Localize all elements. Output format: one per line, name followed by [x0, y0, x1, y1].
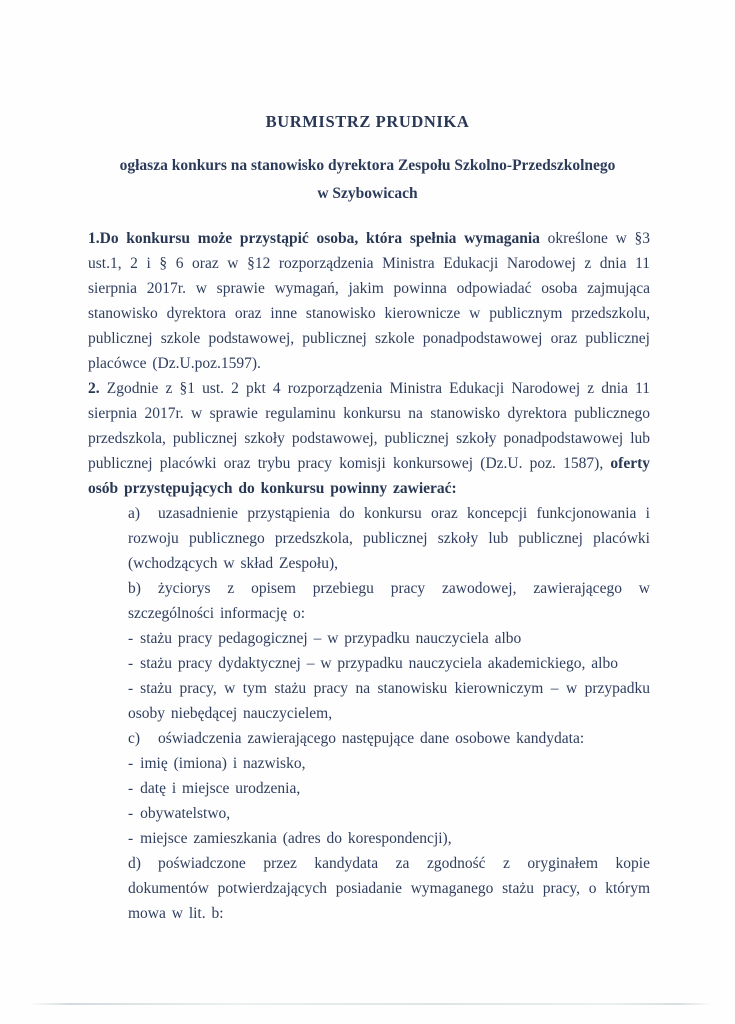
list-item-a — [128, 501, 650, 576]
list-item-b — [128, 576, 650, 626]
list-item-text: imię (imiona) i nazwisko, — [140, 755, 306, 772]
list-item-dash-pedagogical — [128, 626, 650, 651]
list-item-text: stażu pracy pedagogicznej – w przypadku nauczyciela albo — [140, 630, 522, 647]
list-item-dash-name — [128, 751, 650, 776]
document-body — [88, 226, 650, 926]
paragraph1-bold-run: 1.Do konkursu może przystąpić osoba, która spełnia wymagania — [88, 230, 548, 247]
list-item-text: miejsce zamieszkania (adres do korespondencji), — [140, 830, 452, 847]
scan-artifact-line — [28, 1003, 713, 1005]
list-item-marker: b) — [128, 580, 141, 597]
list-item-d — [128, 851, 650, 926]
list-item-dash-birth — [128, 776, 650, 801]
list-item-text: stażu pracy, w tym stażu pracy na stanowisku kierowniczym – w przypadku osoby niebędącej nauczycielem, — [128, 680, 650, 722]
list-item-dash-didactic — [128, 651, 650, 676]
list-item-marker: - — [128, 780, 134, 797]
list-item-marker: c) — [128, 730, 141, 747]
list-item-text: życiorys z opisem przebiegu pracy zawodowej, zawierającego w szczególności informację o: — [128, 580, 650, 622]
list-item-marker: d) — [128, 855, 141, 872]
list-item-text: poświadczone przez kandydata za zgodność z oryginałem kopie dokumentów potwierdzających posiadanie wymaganego stażu pracy, o którym mowa w lit. b: — [128, 855, 650, 922]
list-item-dash-citizenship — [128, 801, 650, 826]
paragraph2-number: 2. — [88, 380, 100, 397]
list-item-text: uzasadnienie przystąpienia do konkursu oraz koncepcji funkcjonowania i rozwoju publicznego przedszkola, publicznej szkoły lub publicznej placówki (wchodzących w skład Zespołu), — [128, 505, 650, 572]
list-item-marker: - — [128, 630, 134, 647]
paragraph-eligibility-requirements — [88, 226, 650, 376]
list-item-text: stażu pracy dydaktycznej – w przypadku nauczyciela akademickiego, albo — [140, 655, 618, 672]
paragraph2-normal-run: Zgodnie z §1 ust. 2 pkt 4 rozporządzenia Ministra Edukacji Narodowej z dnia 11 sierpnia 2017r. w sprawie regulaminu konkursu na stanowisko dyrektora publicznego przedszkola, publicznej szkoły podstawowej, publicznej szkoły ponadpodstawowej lub publicznej placówki oraz trybu pracy komisji konkursowej (Dz.U. poz. 1587), — [88, 380, 650, 472]
list-item-marker: a) — [128, 505, 141, 522]
list-item-marker: - — [128, 655, 134, 672]
announcement-line: ogłasza konkurs na stanowisko dyrektora Zespołu Szkolno-Przedszkolnego — [119, 157, 616, 174]
list-item-marker: - — [128, 830, 134, 847]
paragraph-offer-requirements — [88, 376, 650, 501]
paragraph1-normal-run: określone w §3 ust.1, 2 i § 6 oraz w §12 rozporządzenia Ministra Edukacji Narodowej z dnia 11 sierpnia 2017r. w sprawie wymagań, jakim powinna odpowiadać osoba zajmująca stanowisko dyrektora oraz inne stanowisko kierownicze w publicznym przedszkolu, publicznej szkole podstawowej, publicznej szkole ponadpodstawowej oraz publicznej placówce (Dz.U.poz.1597). — [88, 230, 650, 372]
paragraph2-bold-tail: oferty osób przystępujących do konkursu powinny zawierać: — [88, 455, 650, 497]
requirements-list — [88, 501, 650, 926]
list-item-marker: - — [128, 805, 134, 822]
list-item-dash-address — [128, 826, 650, 851]
announcement-location: w Szybowicach — [317, 185, 418, 202]
list-item-text: datę i miejsce urodzenia, — [140, 780, 301, 797]
list-item-text: oświadczenia zawierającego następujące dane osobowe kandydata: — [158, 730, 585, 747]
list-item-marker: - — [128, 755, 134, 772]
list-item-c — [128, 726, 650, 751]
list-item-marker: - — [128, 680, 134, 697]
list-item-text: obywatelstwo, — [140, 805, 231, 822]
document-title: BURMISTRZ PRUDNIKA — [265, 112, 470, 131]
list-item-dash-managerial — [128, 676, 650, 726]
